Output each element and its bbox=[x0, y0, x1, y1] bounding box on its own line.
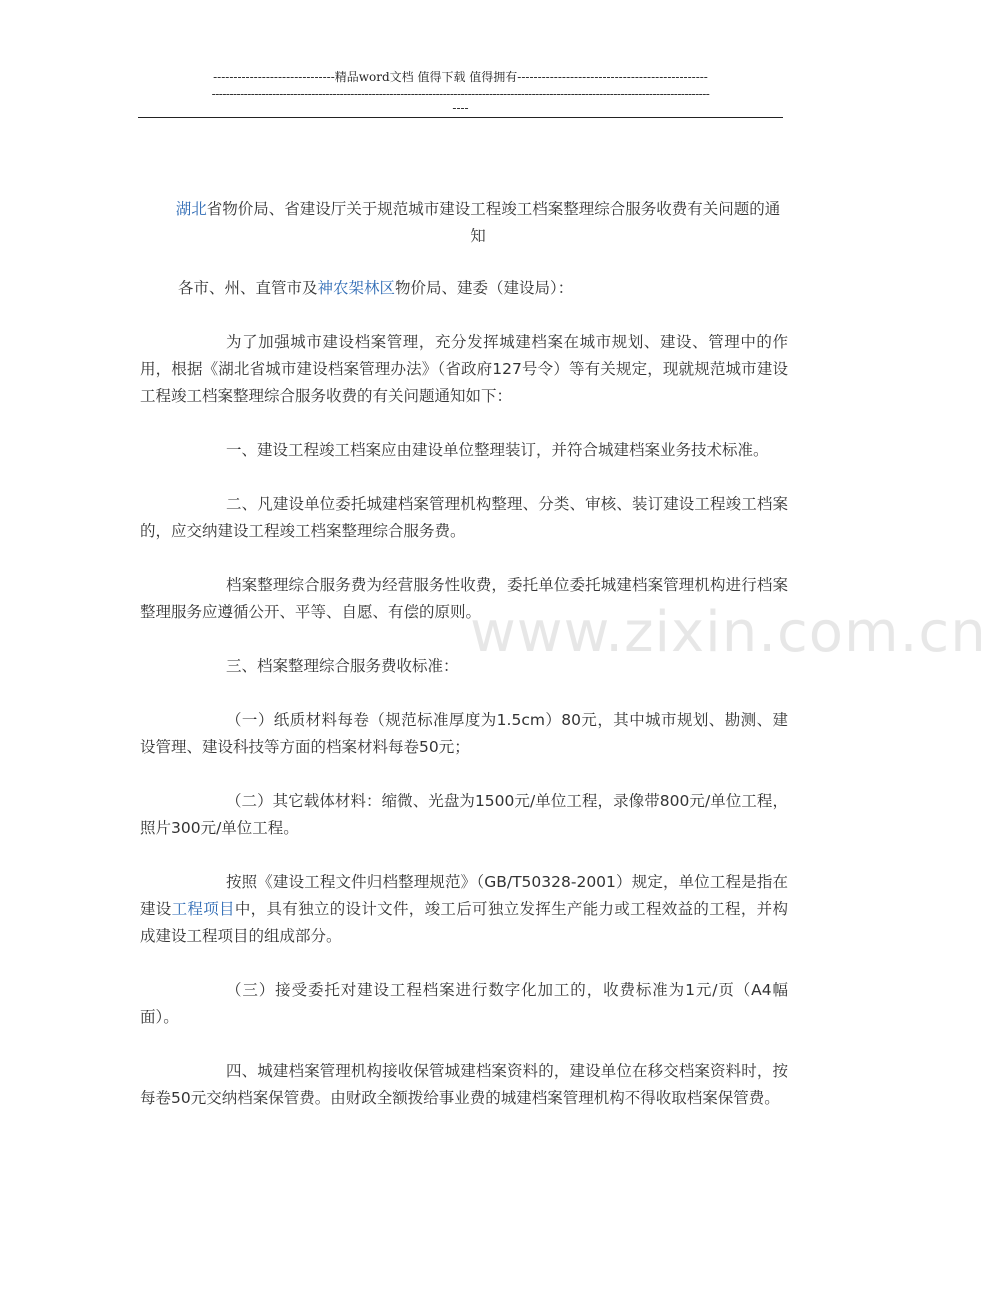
salutation-before: 各市、州、直管市及 bbox=[178, 279, 318, 297]
watermark: www.zixin.com.cn bbox=[470, 600, 987, 665]
header-dash-line: -------------------------------------------------------------------------------------------------------------------------------------------- bbox=[211, 87, 710, 101]
document-title bbox=[168, 196, 788, 250]
paragraph-1: 为了加强城市建设档案管理，充分发挥城建档案在城市规划、建设、管理中的作用，根据《湖北省城市建设档案管理办法》（省政府127号令）等有关规定，现就规范城市建设工程竣工档案整理综合服务收费的有关问题通知如下： bbox=[140, 333, 788, 405]
paragraph-2: 一、建设工程竣工档案应由建设单位整理装订，并符合城建档案业务技术标准。 bbox=[226, 441, 769, 459]
title-text: 省物价局、省建设厅关于规范城市建设工程竣工档案整理综合服务收费有关问题的通知 bbox=[206, 200, 781, 245]
salutation bbox=[178, 275, 788, 302]
paragraph-8-after: 中，具有独立的设计文件，竣工后可独立发挥生产能力或工程效益的工程，并构成建设工程项目的组成部分。 bbox=[140, 900, 788, 945]
title-link-hubei[interactable]: 湖北 bbox=[175, 200, 207, 218]
paragraph-10: 四、城建档案管理机构接收保管城建档案资料的，建设单位在移交档案资料时，按每卷50元交纳档案保管费。由财政全额拨给事业费的城建档案管理机构不得收取档案保管费。 bbox=[140, 1062, 788, 1107]
paragraph-5: 三、档案整理综合服务费收标准： bbox=[226, 657, 459, 675]
salutation-after: 物价局、建委（建设局）： bbox=[395, 279, 574, 297]
header-banner: ------------------------------精品word文档 值得下载 值得拥有----------------------------------------------- bbox=[213, 70, 708, 84]
paragraph-3: 二、凡建设单位委托城建档案管理机构整理、分类、审核、装订建设工程竣工档案的，应交纳建设工程竣工档案整理综合服务费。 bbox=[140, 495, 788, 540]
salutation-link[interactable]: 神农架林区 bbox=[317, 279, 396, 297]
paragraph-8 bbox=[140, 869, 788, 950]
paragraph-9: （三）接受委托对建设工程档案进行数字化加工的，收费标准为1元/页（A4幅面）。 bbox=[140, 981, 788, 1026]
paragraph-8-before: 按照《建设工程文件归档整理规范》（GB/T50328-2001）规定，单位工程是指在建设 bbox=[140, 873, 788, 918]
paragraph-6: （一）纸质材料每卷（规范标准厚度为1.5cm）80元，其中城市规划、勘测、建设管理、建设科技等方面的档案材料每卷50元； bbox=[140, 711, 788, 756]
paragraph-7: （二）其它载体材料：缩微、光盘为1500元/单位工程，录像带800元/单位工程，照片300元/单位工程。 bbox=[140, 792, 788, 837]
header-dash-tail: ---- bbox=[452, 101, 469, 115]
paragraph-8-link[interactable]: 工程项目 bbox=[171, 900, 235, 918]
header-rule bbox=[138, 117, 783, 118]
paragraph-4: 档案整理综合服务费为经营服务性收费，委托单位委托城建档案管理机构进行档案整理服务应遵循公开、平等、自愿、有偿的原则。 bbox=[140, 576, 788, 621]
